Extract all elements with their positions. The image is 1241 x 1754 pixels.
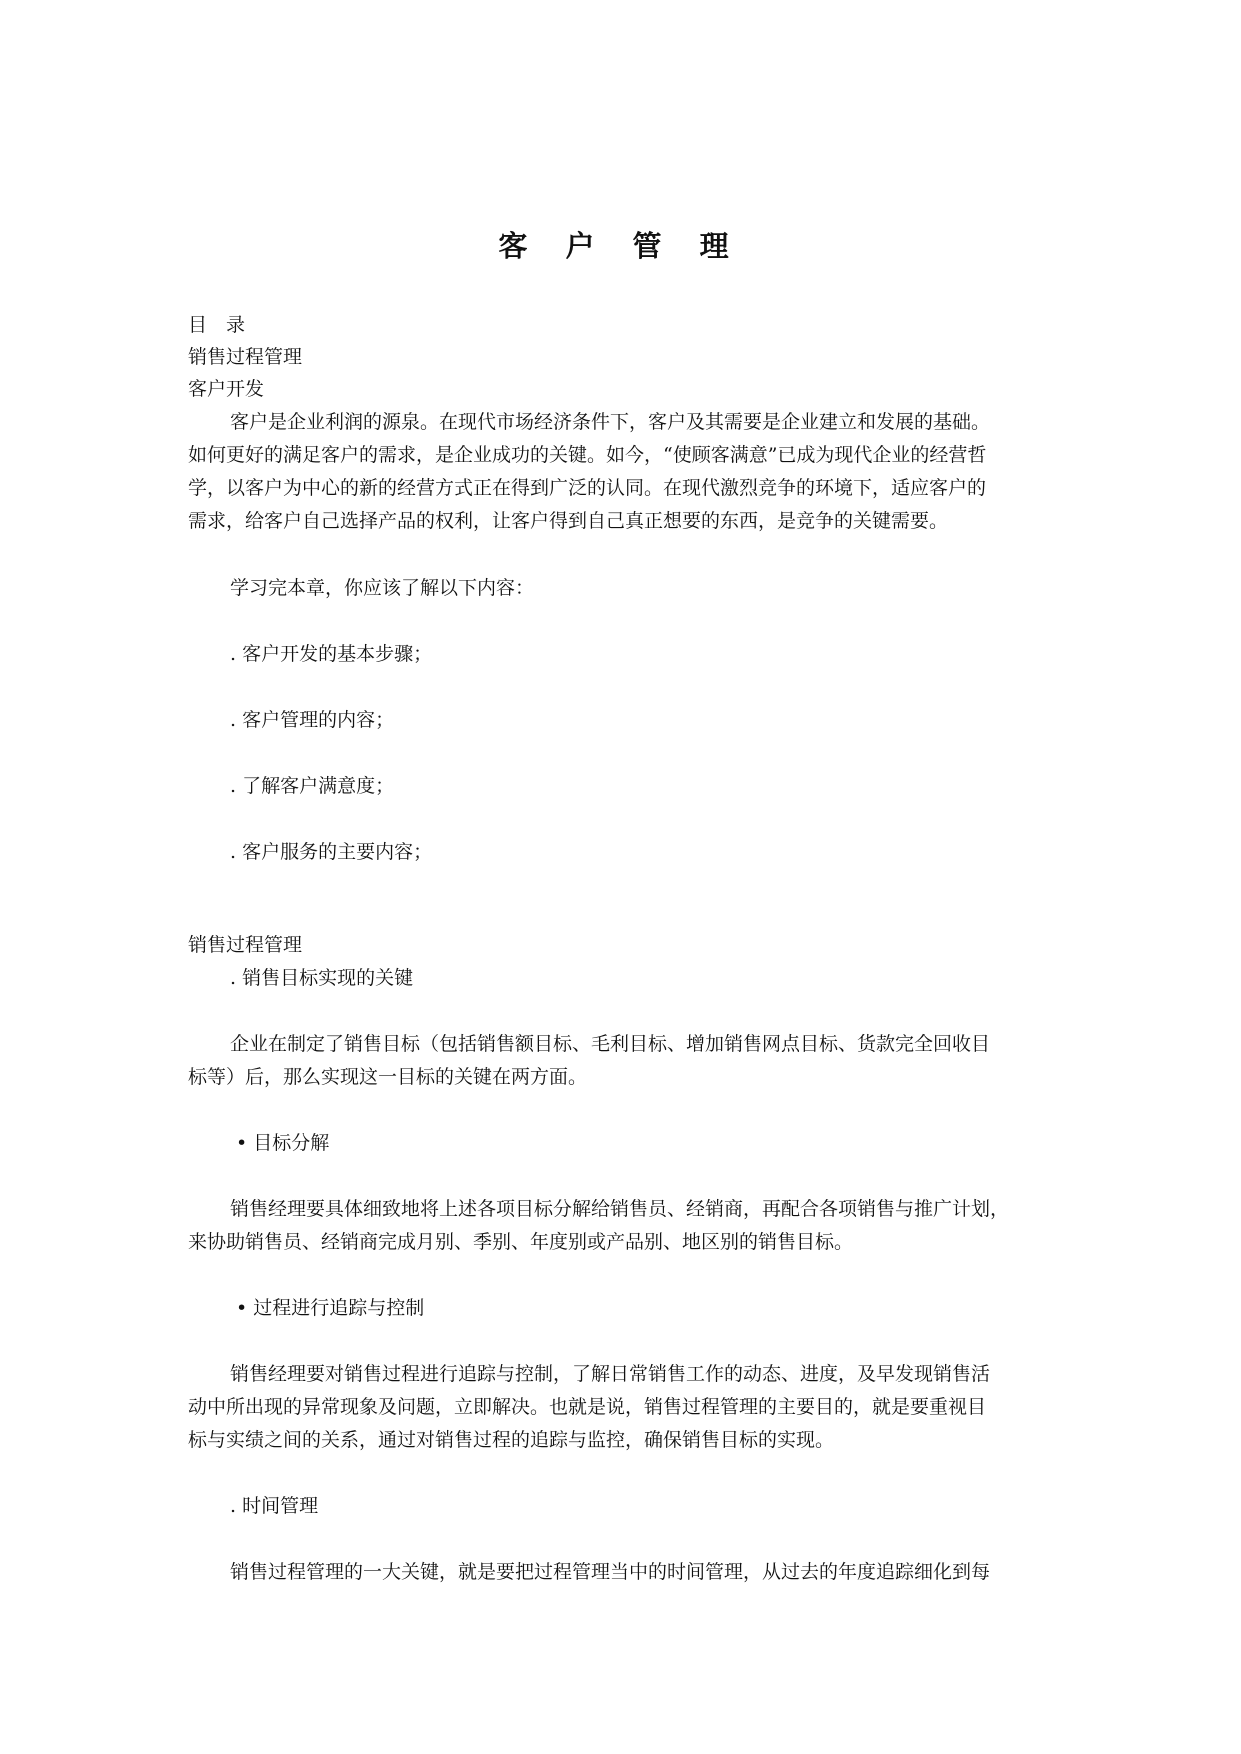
intro-line: 如何更好的满足客户的需求，是企业成功的关键。如今，“使顾客满意”已成为现代企业的经营哲 (188, 444, 987, 466)
section-sub-heading: . 时间管理 (230, 1495, 319, 1517)
toc-item: 客户开发 (188, 378, 265, 400)
learn-item: . 客户管理的内容； (230, 709, 395, 731)
intro-line: 需求，给客户自己选择产品的权利，让客户得到自己真正想要的东西，是竞争的关键需要。 (188, 510, 949, 532)
document-title: 客 户 管 理 (498, 229, 743, 263)
learn-item: . 了解客户满意度； (230, 775, 395, 797)
toc-heading: 目 录 (188, 314, 246, 336)
intro-line: 学，以客户为中心的新的经营方式正在得到广泛的认同。在现代激烈竞争的环境下，适应客户的 (188, 477, 987, 499)
toc-item: 销售过程管理 (188, 346, 303, 368)
paragraph-line: 标等）后，那么实现这一目标的关键在两方面。 (188, 1066, 588, 1088)
paragraph-line: 销售过程管理的一大关键，就是要把过程管理当中的时间管理，从过去的年度追踪细化到每 (230, 1561, 991, 1583)
paragraph-line: 动中所出现的异常现象及问题，立即解决。也就是说，销售过程管理的主要目的，就是要重视目 (188, 1396, 987, 1418)
paragraph-line: 标与实绩之间的关系，通过对销售过程的追踪与监控，确保销售目标的实现。 (188, 1429, 835, 1451)
intro-line: 客户是企业利润的源泉。在现代市场经济条件下，客户及其需要是企业建立和发展的基础。 (230, 411, 991, 433)
learn-item: . 客户服务的主要内容； (230, 841, 433, 863)
paragraph-line: 销售经理要对销售过程进行追踪与控制，了解日常销售工作的动态、进度，及早发现销售活 (230, 1363, 991, 1385)
paragraph-line: 来协助销售员、经销商完成月别、季别、年度别或产品别、地区别的销售目标。 (188, 1231, 854, 1253)
learn-item: . 客户开发的基本步骤； (230, 643, 433, 665)
paragraph-line: 销售经理要具体细致地将上述各项目标分解给销售员、经销商，再配合各项销售与推广计划， (230, 1198, 1010, 1220)
section-sub-heading: . 销售目标实现的关键 (230, 967, 414, 989)
paragraph-line: 企业在制定了销售目标（包括销售额目标、毛利目标、增加销售网点目标、货款完全回收目 (230, 1033, 991, 1055)
section-heading: 销售过程管理 (188, 934, 303, 956)
bullet-item: • 目标分解 (236, 1132, 330, 1154)
learn-heading: 学习完本章，你应该了解以下内容： (230, 577, 535, 599)
bullet-item: • 过程进行追踪与控制 (236, 1297, 425, 1319)
